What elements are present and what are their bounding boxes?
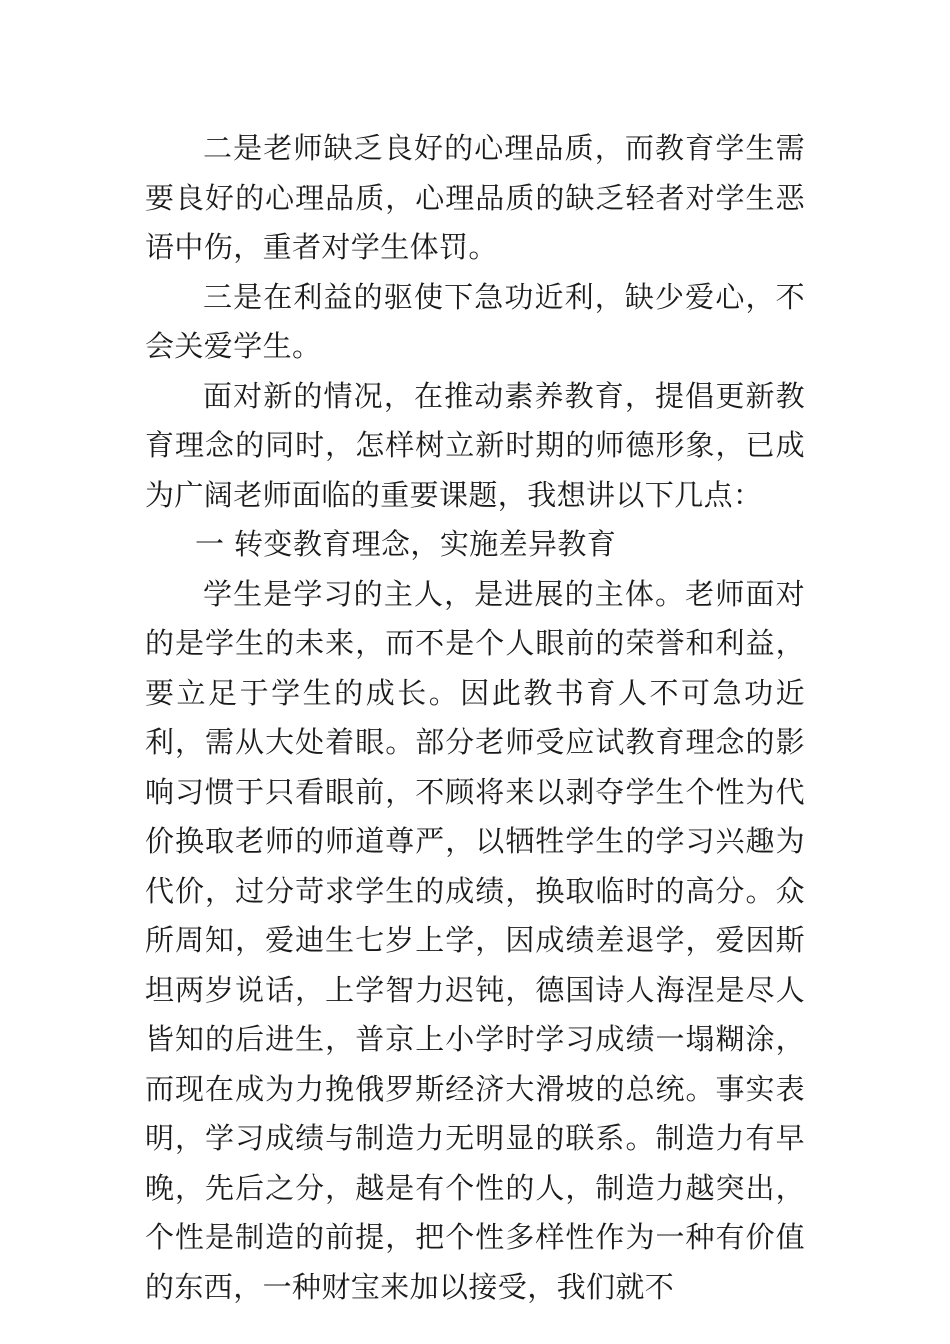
- paragraph-new-situation: 面对新的情况，在推动素养教育，提倡更新教育理念的同时，怎样树立新时期的师德形象，已成为广阔老师面临的重要课题，我想讲以下几点：: [145, 378, 805, 512]
- section-heading: 一 转变教育理念，实施差异教育: [195, 527, 617, 561]
- paragraph-student-centered: 学生是学习的主人，是进展的主体。老师面对的是学生的未来，而不是个人眼前的荣誉和利益，要立足于学生的成长。因此教书育人不可急功近利，需从大处着眼。部分老师受应试教育理念的影响习惯于只看眼前，不顾将来以剥夺学生个性为代价换取老师的师道尊严，以牺牲学生的学习兴趣为代价，过分苛求学生的成绩，换取临时的高分。众所周知，爱迪生七岁上学，因成绩差退学，爱因斯坦两岁说话，上学智力迟钝，德国诗人海涅是尽人皆知的后进生，普京上小学时学习成绩一塌糊涂，而现在成为力挽俄罗斯经济大滑坡的总统。事实表明，学习成绩与制造力无明显的联系。制造力有早晚，先后之分，越是有个性的人，制造力越突出，个性是制造的前提，把个性多样性作为一种有价值的东西，一种财宝来加以接受，我们就不: [145, 576, 805, 1304]
- document-body: [145, 124, 805, 1312]
- paragraph-utilitarianism: 三是在利益的驱使下急功近利，缺少爱心，不会关爱学生。: [145, 279, 805, 363]
- paragraph-teacher-psychology: 二是老师缺乏良好的心理品质，而教育学生需要良好的心理品质，心理品质的缺乏轻者对学生恶语中伤，重者对学生体罚。: [145, 131, 805, 264]
